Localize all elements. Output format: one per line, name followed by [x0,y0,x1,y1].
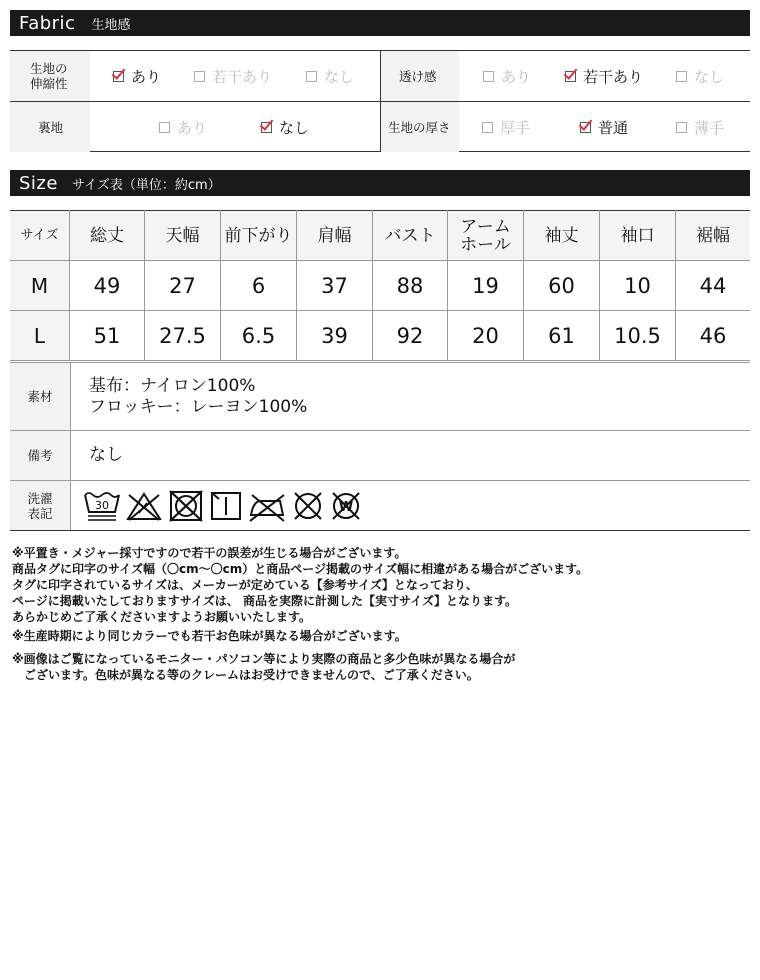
size-col-header: サイズ [10,211,70,261]
stretch-label: 生地の 伸縮性 [10,51,90,101]
checked-box-icon [565,71,576,82]
sheer-option-slight: 若干あり [565,51,643,101]
note-line: ※生産時期により同じカラーでも若干お色味が異なる場合がございます。 [12,629,407,643]
checkbox-icon [676,122,687,133]
material-label: 素材 [10,363,71,430]
no-tumble-dry-icon [167,489,205,523]
note-line: ページに掲載いたしておりますサイズは、 商品を実際に計測した【実寸サイズ】となります。 [12,594,518,608]
table-cell: 60 [524,261,600,311]
size-col-header: アーム ホール [448,211,524,261]
fabric-title: Fabric [19,12,76,34]
care-icons [71,481,363,530]
size-subtitle: サイズ表（単位：約cm） [71,177,221,193]
size-title: Size [19,172,58,194]
table-cell: 6.5 [221,311,297,361]
table-cell: 19 [448,261,524,311]
note-line: あらかじめご了承くださいますようお願いいたします。 [12,610,312,624]
table-cell: 51 [70,311,145,361]
stretch-option-slight: 若干あり [194,51,272,101]
thickness-option-thin: 薄手 [676,102,724,152]
checked-box-icon [261,122,272,133]
checkbox-icon [306,71,317,82]
size-header-row [10,211,750,261]
stretch-option-no: なし [306,51,354,101]
table-cell: 27 [145,261,221,311]
checked-box-icon [580,122,591,133]
size-table [10,210,750,361]
size-header [10,170,750,196]
size-label: M [10,261,70,311]
line-dry-icon [209,489,243,523]
size-col-header: 袖丈 [524,211,600,261]
size-col-header: 天幅 [145,211,221,261]
svg-text:W: W [338,499,354,515]
checkbox-icon [676,71,687,82]
care-label: 洗濯 表記 [10,481,71,530]
note-line: ※画像はご覧になっているモニター・パソコン等により実際の商品と多少色味が異なる場合が [12,652,516,666]
stretch-option-yes: あり [113,51,161,101]
material-row [10,363,750,430]
wash-30-icon [83,489,121,523]
size-col-header: 前下がり [221,211,297,261]
table-cell: 46 [676,311,751,361]
checkbox-icon [482,122,493,133]
info-table [10,362,750,531]
svg-text:30: 30 [95,498,109,512]
size-col-header: 裾幅 [676,211,751,261]
table-cell: 10.5 [600,311,676,361]
fabric-divider [380,51,381,151]
notes [12,545,588,683]
table-cell: 49 [70,261,145,311]
table-row [10,261,750,311]
table-cell: 20 [448,311,524,361]
remarks-row [10,430,750,480]
remarks-label: 備考 [10,431,71,480]
fabric-subtitle: 生地感 [91,17,131,33]
table-cell: 6 [221,261,297,311]
lining-label: 裏地 [10,102,90,152]
table-cell: 39 [297,311,373,361]
table-cell: 44 [676,261,751,311]
note-line: ※平置き・メジャー採寸ですので若干の誤差が生じる場合がございます。 [12,546,407,560]
no-iron-icon [247,489,287,523]
material-value [71,363,750,430]
table-cell: 37 [297,261,373,311]
checkbox-icon [194,71,205,82]
table-cell: 27.5 [145,311,221,361]
thickness-label: 生地の厚さ [381,102,459,152]
table-cell: 88 [373,261,448,311]
thickness-option-thick: 厚手 [482,102,530,152]
size-label: L [10,311,70,361]
material-line: フロッキー：レーヨン100% [89,396,308,417]
size-col-header: 袖口 [600,211,676,261]
no-bleach-icon [125,489,163,523]
material-line: 基布：ナイロン100% [89,375,256,396]
note-line: ございます。色味が異なる等のクレームはお受けできませんので、ご了承ください。 [12,668,479,682]
note-line: タグに印字されているサイズは、メーカーが定めている【参考サイズ】となっており、 [12,578,478,592]
sheer-option-yes: あり [483,51,531,101]
lining-option-no: なし [261,102,309,152]
table-cell: 10 [600,261,676,311]
size-col-header: 肩幅 [297,211,373,261]
checkbox-icon [159,122,170,133]
table-row [10,311,750,361]
note-line: 商品タグに印字のサイズ幅（〇cm〜〇cm）と商品ページ掲載のサイズ幅に相違がある場合がございます。 [12,562,589,576]
sheer-label: 透け感 [381,51,459,101]
table-cell: 92 [373,311,448,361]
size-col-header: バスト [373,211,448,261]
checked-box-icon [113,71,124,82]
no-wet-clean-icon [329,489,363,523]
lining-option-yes: あり [159,102,207,152]
checkbox-icon [483,71,494,82]
table-cell: 61 [524,311,600,361]
fabric-table [10,50,750,152]
thickness-option-normal: 普通 [580,102,628,152]
size-col-header: 総丈 [70,211,145,261]
sheer-option-no: なし [676,51,724,101]
remarks-value: なし [89,445,123,465]
fabric-header [10,10,750,36]
no-dry-clean-icon [291,489,325,523]
care-row [10,480,750,530]
